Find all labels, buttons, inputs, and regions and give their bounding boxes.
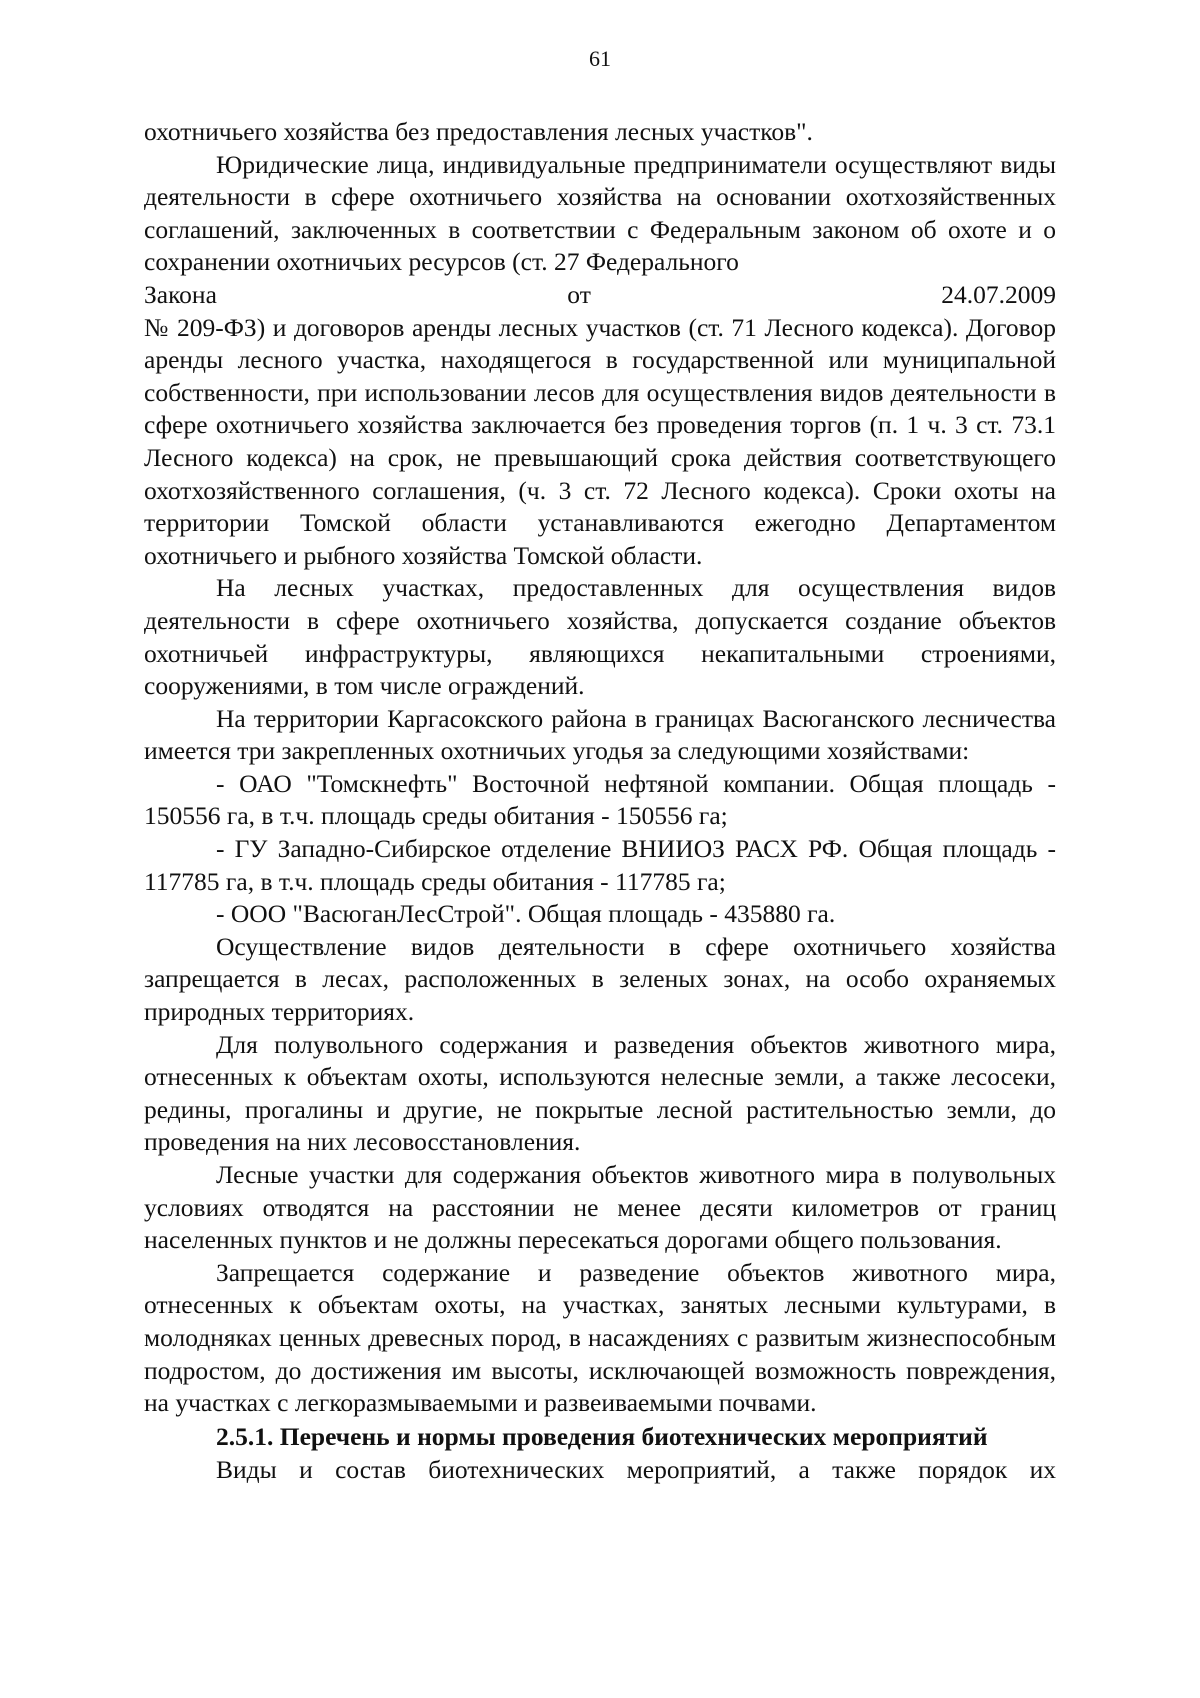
paragraph-infrastructure: На лесных участках, предоставленных для осуществления видов деятельности в сфере охотничьего хозяйства, допускается создание объектов охотничьей инфраструктуры, являющихся некапитальными строениями, сооружениями, в том числе ограждений. (144, 573, 1056, 701)
paragraph-lease-agreements: № 209-ФЗ) и договоров аренды лесных участков (ст. 71 Лесного кодекса). Договор аренды лесного участка, находящегося в государственной или муниципальной собственности, при использовании лесов для осуществления видов деятельности в сфере охотничьего хозяйства заключается без проведения торгов (п. 1 ч. 3 ст. 73.1 Лесного кодекса) на срок, не превышающий срока действия соответствующего охотхозяйственного соглашения, (ч. 3 ст. 72 Лесного кодекса). Сроки охоты на территории Томской области устанавливаются ежегодно Департаментом охотничьего и рыбного хозяйства Томской области. (144, 312, 1056, 570)
list-item-vasyuganlesstroy: - ООО "ВасюганЛесСтрой". Общая площадь - 435880 га. (216, 899, 836, 929)
page-number: 61 (589, 46, 611, 71)
list-item-tomskneft: - ОАО "Томскнефть" Восточной нефтяной компании. Общая площадь - 150556 га, в т.ч. площадь среды обитания - 150556 га; (144, 768, 1056, 831)
section-heading: 2.5.1. Перечень и нормы проведения биотехнических мероприятий (216, 1421, 988, 1451)
paragraph-semi-free-keeping: Для полувольного содержания и разведения объектов животного мира, отнесенных к объектам охоты, используются нелесные земли, а также лесосеки, редины, прогалины и другие, не покрытые лесной растительностью земли, до проведения на них лесовосстановления. (144, 1029, 1056, 1157)
paragraph-legal-entities: Юридические лица, индивидуальные предприниматели осуществляют виды деятельности в сфере охотничьего хозяйства на основании охотхозяйственных соглашений, заключенных в соответствии с Федеральным законом об охоте и о сохранении охотничьих ресурсов (ст. 27 Федерального (144, 149, 1056, 277)
list-item-vniioz: - ГУ Западно-Сибирское отделение ВНИИОЗ РАСХ РФ. Общая площадь - 117785 га, в т.ч. площадь среды обитания - 117785 га; (144, 834, 1056, 896)
law-date: 24.07.2009 (941, 279, 1056, 309)
paragraph-prohibited-zones: Осуществление видов деятельности в сфере охотничьего хозяйства запрещается в лесах, расположенных в зеленых зонах, на особо охраняемых природных территориях. (144, 931, 1056, 1027)
paragraph-biotechnical-measures: Виды и состав биотехнических мероприятий, а также порядок их (216, 1454, 1056, 1484)
page-content (144, 116, 1056, 1486)
paragraph-hunting-grounds: На территории Каргасокского района в границах Васюганского лесничества имеется три закрепленных охотничьих угодья за следующими хозяйствами: (144, 703, 1056, 766)
paragraph-prohibited-plots: Запрещается содержание и разведение объектов животного мира, отнесенных к объектам охоты, на участках, занятых лесными культурами, в молодняках ценных древесных пород, в насаждениях с развитым жизнеспособным подростом, до достижения им высоты, исключающей возможность повреждения, на участках с легкоразмываемыми и развеиваемыми почвами. (144, 1257, 1056, 1418)
paragraph-law-reference-line (144, 279, 1056, 312)
paragraph-distance-requirements: Лесные участки для содержания объектов животного мира в полувольных условиях отводятся на расстоянии не менее десяти километров от границ населенных пунктов и не должны пересекаться дорогами общего пользования. (144, 1160, 1056, 1255)
paragraph-continuation: охотничьего хозяйства без предоставления лесных участков". (144, 117, 813, 146)
law-word: Закона (144, 279, 217, 309)
from-word: от (567, 279, 591, 309)
